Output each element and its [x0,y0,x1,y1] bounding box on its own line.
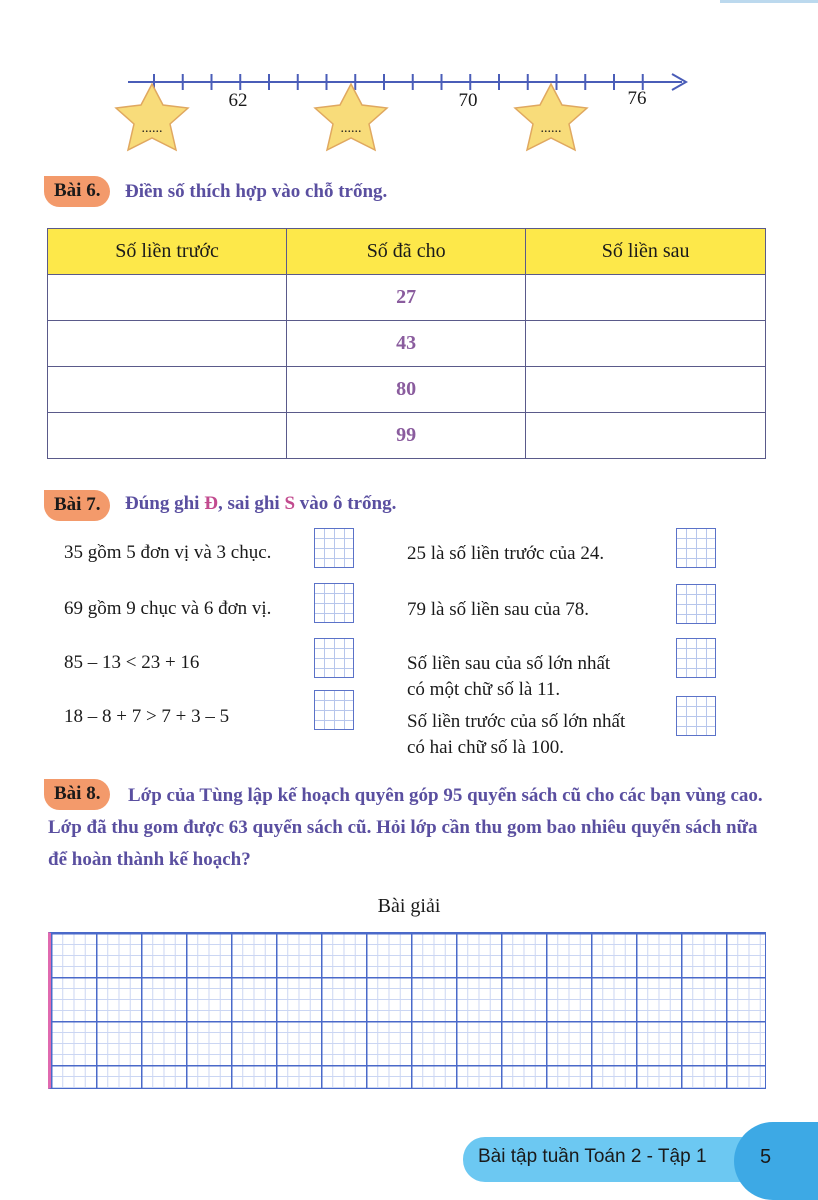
tick-label-76: 76 [627,88,647,109]
bai7-prompt-part3: vào ô trống. [295,493,397,514]
answer-box-left-1[interactable] [314,528,354,568]
header-so-lien-sau: Số liền sau [526,229,766,275]
star-3[interactable] [515,84,587,150]
answer-cell-before[interactable] [48,321,287,367]
right-statement-2: 79 là số liền sau của 78. [407,599,590,620]
book-title: Bài tập tuần Toán 2 - Tập 1 [478,1146,707,1167]
bai6-table [47,228,766,459]
right-statement-3-line2: có một chữ số là 11. [407,679,561,700]
header-so-lien-truoc: Số liền trước [48,229,287,275]
page-number: 5 [760,1146,772,1168]
answer-cell-before[interactable] [48,367,287,413]
answer-box-left-2[interactable] [314,583,354,623]
right-statement-4-line2: có hai chữ số là 100. [407,737,564,758]
bai8-problem-text: Lớp của Tùng lập kế hoạch quyên góp 95 quyển sách cũ cho các bạn vùng cao. Lớp đã thu gom được 63 quyển sách cũ. Hỏi lớp cần thu gom bao nhiêu quyển sách nữa để hoàn thành kế hoạch? [48,785,763,870]
table-row [48,413,766,459]
answer-cell-after[interactable] [526,413,766,459]
bai6-prompt: Điền số thích hợp vào chỗ trống. [125,181,388,202]
answer-cell-before[interactable] [48,275,287,321]
answer-cell-after[interactable] [526,321,766,367]
header-so-da-cho: Số đã cho [287,229,526,275]
given-number: 99 [287,413,526,459]
bai7-prompt [125,492,396,516]
bai7-prompt-part1: Đúng ghi [125,493,205,514]
answer-box-right-4[interactable] [676,696,716,736]
given-number: 43 [287,321,526,367]
left-statement-4: 18 – 8 + 7 > 7 + 3 – 5 [64,706,230,727]
answer-box-left-3[interactable] [314,638,354,678]
answer-cell-after[interactable] [526,275,766,321]
star-2-placeholder: ...... [340,121,362,136]
answer-grid[interactable] [48,932,766,1089]
tick-label-70: 70 [458,90,478,111]
solution-title: Bài giải [377,895,441,917]
answer-box-left-4[interactable] [314,690,354,730]
tick-label-62: 62 [228,90,248,111]
table-header-row [48,229,766,275]
bai7-prompt-s: S [284,493,296,514]
right-statement-1: 25 là số liền trước của 24. [407,543,605,564]
star-2[interactable] [315,84,387,150]
answer-cell-before[interactable] [48,413,287,459]
given-number: 27 [287,275,526,321]
answer-box-right-1[interactable] [676,528,716,568]
bai6-badge: Bài 6. [44,176,110,207]
bai8-badge: Bài 8. [44,779,110,810]
star-3-placeholder: ...... [540,121,562,136]
page-number-tab [734,1122,818,1200]
bai7-prompt-d: Đ [204,493,218,514]
table-row [48,275,766,321]
table-row [48,321,766,367]
left-statement-2: 69 gồm 9 chục và 6 đơn vị. [64,598,272,619]
right-statement-3-line1: Số liền sau của số lớn nhất [407,653,611,674]
bai7-prompt-part2: , sai ghi [217,493,285,514]
bai7-badge: Bài 7. [44,490,110,521]
right-statement-4-line1: Số liền trước của số lớn nhất [407,711,626,732]
answer-box-right-2[interactable] [676,584,716,624]
number-line [0,0,818,180]
left-statement-3: 85 – 13 < 23 + 16 [64,652,200,673]
star-1-placeholder: ...... [141,121,163,136]
given-number: 80 [287,367,526,413]
answer-box-right-3[interactable] [676,638,716,678]
table-row [48,367,766,413]
left-statement-1: 35 gồm 5 đơn vị và 3 chục. [64,542,272,563]
star-1[interactable] [116,84,188,150]
answer-cell-after[interactable] [526,367,766,413]
